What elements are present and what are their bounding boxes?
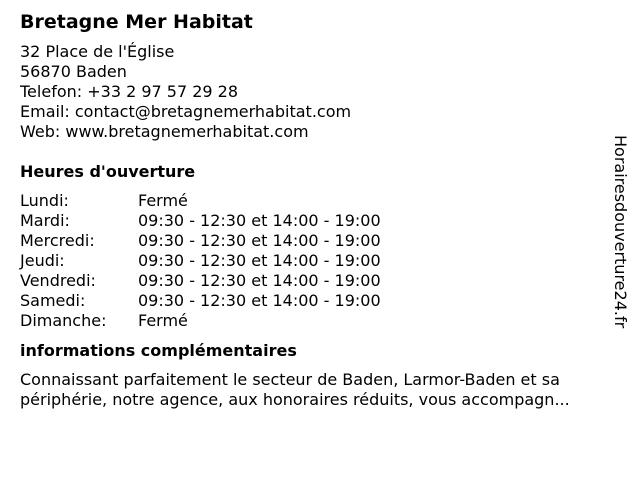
hours-day: Mardi: xyxy=(20,211,70,230)
hours-time: 09:30 - 12:30 et 14:00 - 19:00 xyxy=(138,291,381,310)
address-city: 56870 Baden xyxy=(20,62,127,81)
hours-time: 09:30 - 12:30 et 14:00 - 19:00 xyxy=(138,231,381,250)
hours-table xyxy=(20,191,620,331)
hours-row-samedi xyxy=(20,291,620,311)
hours-time: 09:30 - 12:30 et 14:00 - 19:00 xyxy=(138,211,381,230)
hours-row-vendredi xyxy=(20,271,620,291)
hours-day: Samedi: xyxy=(20,291,86,310)
watermark-text: Horairesdouverture24.fr xyxy=(611,135,630,329)
info-text: Connaissant parfaitement le secteur de Baden, Larmor-Baden et sa périphérie, notre agence, aux honoraires réduits, vous accompagn... xyxy=(20,370,570,409)
phone-line: Telefon: +33 2 97 57 29 28 xyxy=(20,82,239,101)
hours-day: Mercredi: xyxy=(20,231,95,250)
hours-time: Fermé xyxy=(138,191,188,210)
hours-day: Dimanche: xyxy=(20,311,107,330)
address-block xyxy=(20,42,620,142)
hours-day: Jeudi: xyxy=(20,251,65,270)
hours-heading: Heures d'ouverture xyxy=(20,162,196,181)
web-line: Web: www.bretagnemerhabitat.com xyxy=(20,122,309,141)
hours-row-mercredi xyxy=(20,231,620,251)
hours-time: 09:30 - 12:30 et 14:00 - 19:00 xyxy=(138,251,381,270)
hours-time: 09:30 - 12:30 et 14:00 - 19:00 xyxy=(138,271,381,290)
hours-time: Fermé xyxy=(138,311,188,330)
info-heading: informations complémentaires xyxy=(20,341,297,360)
business-card xyxy=(20,10,620,410)
hours-day: Vendredi: xyxy=(20,271,96,290)
hours-row-jeudi xyxy=(20,251,620,271)
business-name: Bretagne Mer Habitat xyxy=(20,11,253,33)
hours-row-lundi xyxy=(20,191,620,211)
address-street: 32 Place de l'Église xyxy=(20,42,175,61)
hours-row-dimanche xyxy=(20,311,620,331)
email-line: Email: contact@bretagnemerhabitat.com xyxy=(20,102,352,121)
hours-day: Lundi: xyxy=(20,191,69,210)
hours-row-mardi xyxy=(20,211,620,231)
